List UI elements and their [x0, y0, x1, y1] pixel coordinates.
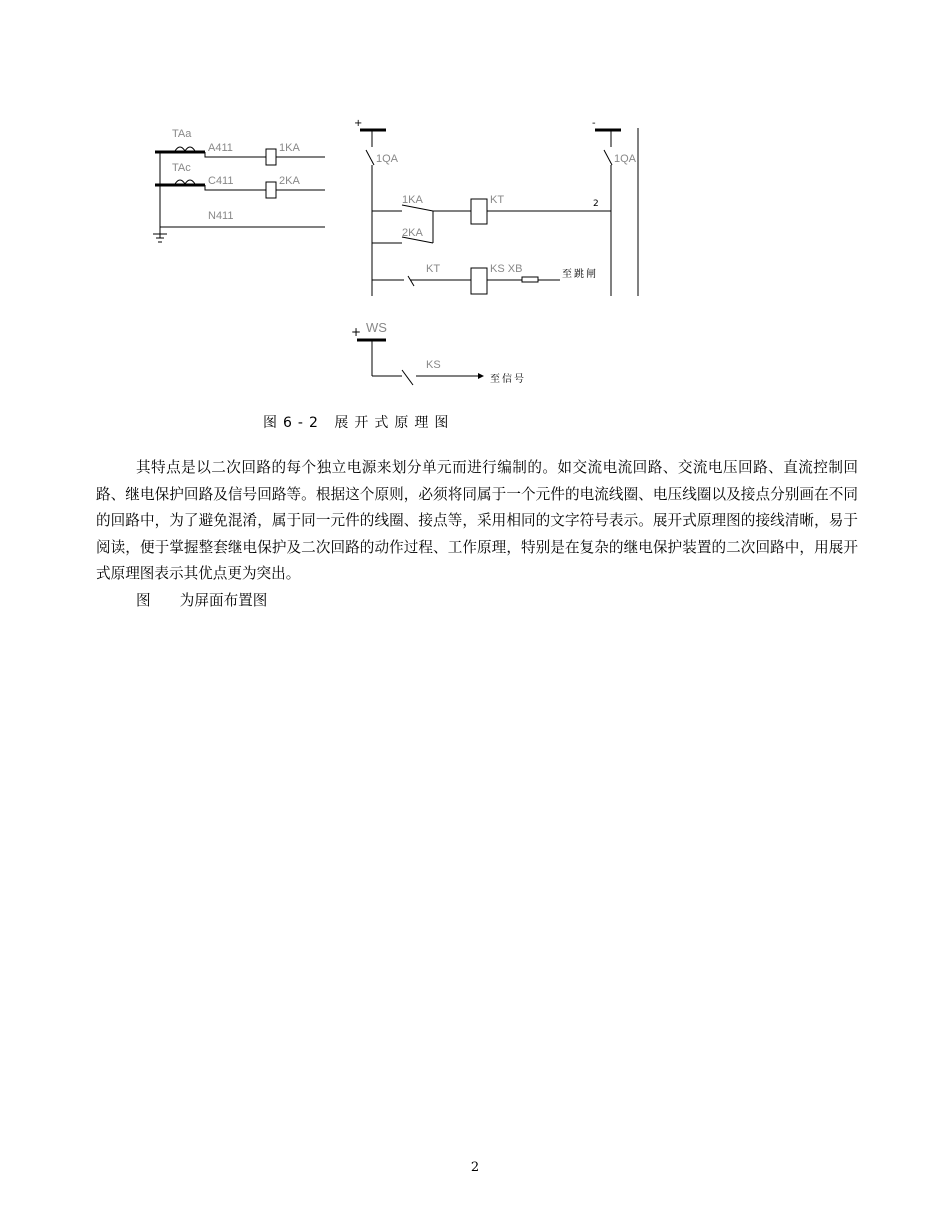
- label-2ka-contact: 2KA: [402, 227, 423, 239]
- paragraph: 其特点是以二次回路的每个独立电源来划分单元而进行编制的。如交流电流回路、交流电压回路、直流控制回路、继电保护回路及信号回路等。根据这个原则，必须将同属于一个元件的电流线圈、电压线圈以及接点分别画在不同的回路中，为了避免混淆，属于同一元件的线圈、接点等，采用相同的文字符号表示。展开式原理图的接线清晰，易于阅读，便于掌握整套继电保护及二次回路的动作过程、工作原理，特别是在复杂的继电保护装置的二次回路中，用展开式原理图表示其优点更为突出。: [96, 459, 858, 582]
- label-n411: N411: [208, 210, 234, 222]
- label-c411: C411: [208, 175, 234, 187]
- label-tac: TAc: [172, 162, 191, 174]
- label-ks-contact: KS: [426, 359, 441, 371]
- page-number: 2: [470, 1160, 480, 1175]
- label-1ka-coil: 1KA: [279, 142, 300, 154]
- label-plus-bus: +: [354, 118, 363, 129]
- label-1qa-right: 1QA: [614, 153, 637, 165]
- label-minus-bus: -: [592, 118, 596, 129]
- label-to-signal: 至信号: [490, 374, 526, 385]
- label-ws: WS: [366, 320, 387, 335]
- label-1qa-left: 1QA: [376, 153, 399, 165]
- figure-caption: 图6-2 展开式原理图: [263, 415, 455, 431]
- label-to-trip: 至跳闸: [562, 269, 598, 280]
- label-2ka-coil: 2KA: [279, 175, 300, 187]
- label-kt-coil: KT: [490, 194, 505, 206]
- schematic-diagram: [0, 0, 950, 405]
- label-node-2: 2: [593, 199, 599, 209]
- label-a411: A411: [208, 142, 233, 154]
- body-text: [96, 455, 858, 614]
- label-ws-plus: +: [351, 325, 362, 339]
- label-1ka-contact: 1KA: [402, 194, 423, 206]
- arrow-icon: [478, 373, 484, 379]
- label-kt-contact: KT: [426, 263, 441, 275]
- label-ks-xb: KS XB: [490, 263, 523, 275]
- figure-reference-line: 图 为屏面布置图: [136, 591, 268, 609]
- label-taa: TAa: [172, 128, 192, 140]
